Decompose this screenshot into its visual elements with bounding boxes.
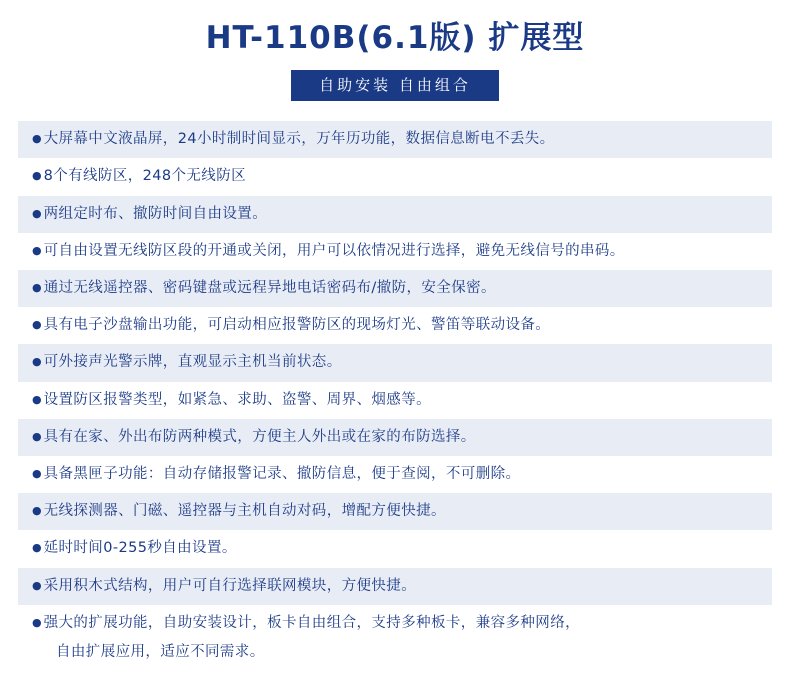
- bullet-icon: ●: [32, 578, 42, 592]
- list-item-text: 具备黑匣子功能：自动存储报警记录、撤防信息，便于查阅，不可删除。: [43, 465, 521, 482]
- list-item: [18, 158, 772, 195]
- feature-list: [0, 121, 790, 671]
- subtitle-badge: 自助安装 自由组合: [291, 70, 499, 101]
- list-item-text: 强大的扩展功能，自助安装设计，板卡自由组合，支持多种板卡，兼容多种网络，: [43, 614, 581, 631]
- list-item-text: 可外接声光警示牌，直观显示主机当前状态。: [43, 354, 342, 371]
- list-item-text: 可自由设置无线防区段的开通或关闭，用户可以依情况进行选择，避免无线信号的串码。: [43, 242, 625, 259]
- list-item: [18, 605, 772, 671]
- bullet-icon: ●: [32, 466, 42, 480]
- bullet-icon: ●: [32, 504, 42, 518]
- list-item: [18, 568, 772, 605]
- bullet-icon: ●: [32, 615, 42, 629]
- list-item-text: 两组定时布、撤防时间自由设置。: [43, 205, 268, 222]
- product-feature-page: [0, 18, 790, 699]
- list-item: [18, 270, 772, 307]
- list-item-text: 无线探测器、门磁、遥控器与主机自动对码，增配方便快捷。: [43, 503, 446, 520]
- bullet-icon: ●: [32, 429, 42, 443]
- list-item-text: 具有在家、外出布防两种模式，方便主人外出或在家的布防选择。: [43, 428, 476, 445]
- bullet-icon: ●: [32, 392, 42, 406]
- list-item-text: 具有电子沙盘输出功能，可启动相应报警防区的现场灯光、警笛等联动设备。: [43, 317, 551, 334]
- list-item-text: 大屏幕中文液晶屏，24小时制时间显示，万年历功能，数据信息断电不丢失。: [43, 131, 555, 148]
- list-item: [18, 307, 772, 344]
- list-item-text: 通过无线遥控器、密码键盘或远程异地电话密码布/撤防，安全保密。: [43, 280, 496, 297]
- list-item-text: 延时时间0-255秒自由设置。: [43, 540, 237, 557]
- bullet-icon: ●: [32, 132, 42, 146]
- list-item: [18, 196, 772, 233]
- bullet-icon: ●: [32, 243, 42, 257]
- list-item: [18, 344, 772, 381]
- bullet-icon: ●: [32, 281, 42, 295]
- list-item-text: 8个有线防区，248个无线防区: [43, 168, 247, 185]
- list-item: [18, 419, 772, 456]
- list-item-text: 采用积木式结构，用户可自行选择联网模块，方便快捷。: [43, 577, 417, 594]
- bullet-icon: ●: [32, 169, 42, 183]
- bullet-icon: ●: [32, 355, 42, 369]
- page-title: HT-110B(6.1版) 扩展型: [205, 20, 585, 56]
- list-item-text-continued: 自由扩展应用，适应不同需求。: [56, 643, 265, 660]
- bullet-icon: ●: [32, 318, 42, 332]
- list-item-text: 设置防区报警类型，如紧急、求助、盗警、周界、烟感等。: [43, 391, 432, 408]
- subtitle-container: [0, 70, 790, 101]
- list-item: [18, 382, 772, 419]
- list-item: [18, 456, 772, 493]
- list-item: [18, 530, 772, 567]
- bullet-icon: ●: [32, 206, 42, 220]
- list-item: [18, 493, 772, 530]
- bullet-icon: ●: [32, 541, 42, 555]
- list-item: [18, 121, 772, 158]
- list-item: [18, 233, 772, 270]
